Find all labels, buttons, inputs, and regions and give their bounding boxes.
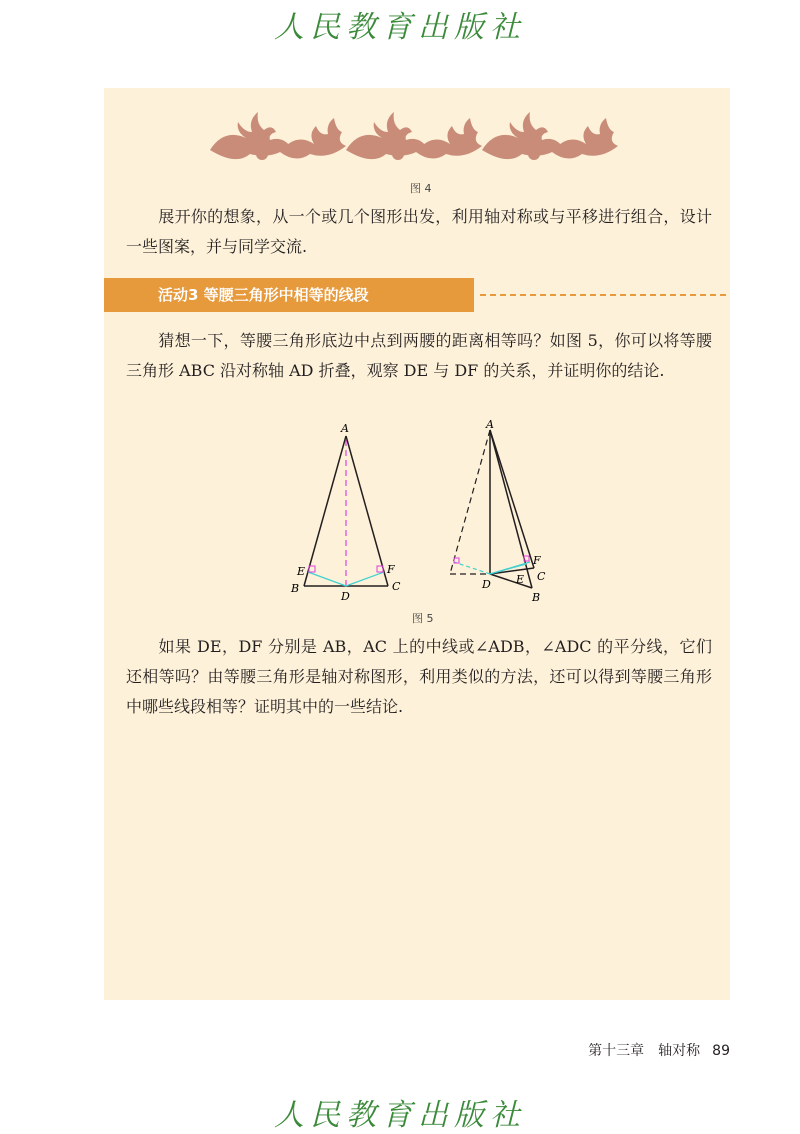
segment-de-prime <box>454 562 490 574</box>
figure4-caption: 图 4 <box>410 182 432 195</box>
figure4-ornament <box>210 108 626 164</box>
paragraph-design <box>126 202 712 262</box>
figure5 <box>104 418 730 608</box>
page-number: 89 <box>712 1043 730 1059</box>
label-f-right: F <box>533 554 541 567</box>
label-e: E <box>297 565 306 578</box>
footer-chapter: 第十三章 轴对称 <box>588 1043 701 1059</box>
label-f: F <box>387 563 395 576</box>
paragraph-design-text: 展开你的想象，从一个或几个图形出发，利用轴对称或与平移进行组合，设计一些图案，并与同学交流. <box>126 207 712 256</box>
label-a: A <box>341 422 349 435</box>
publisher-footer: 人民教育出版社 <box>274 1098 526 1133</box>
folded-side-ab <box>450 430 490 574</box>
paragraph-extension <box>126 632 712 722</box>
page-footer <box>560 1040 730 1060</box>
paragraph-extension-text: 如果 DE，DF 分别是 AB，AC 上的中线或∠ADB，∠ADC 的平分线，它们还相等吗？由等腰三角形是轴对称图形，利用类似的方法，还可以得到等腰三角形中哪些线段相等？证明其中的一些结论. <box>126 637 712 716</box>
label-a-right: A <box>486 418 494 431</box>
base-db <box>490 574 532 588</box>
side-ac-folded <box>490 430 534 568</box>
figure5-caption: 图 5 <box>412 612 434 625</box>
segment-de <box>308 572 346 586</box>
label-c-right: C <box>537 570 546 583</box>
label-e-right: E <box>516 573 525 586</box>
publisher-header: 人民教育出版社 <box>274 10 526 45</box>
segment-df <box>346 572 384 586</box>
activity-title: 活动3 等腰三角形中相等的线段 <box>158 286 369 304</box>
label-b-right: B <box>532 591 541 604</box>
side-ac <box>346 436 388 586</box>
content-panel <box>104 88 730 1000</box>
activity-dashed-rule <box>480 294 726 296</box>
label-d: D <box>341 590 350 603</box>
activity-banner <box>104 278 474 312</box>
figure5-right <box>450 418 546 604</box>
side-ab <box>304 436 346 586</box>
label-d-right: D <box>482 578 491 591</box>
figure5-left <box>290 422 401 603</box>
paragraph-conjecture <box>126 326 712 386</box>
label-c: C <box>392 580 401 593</box>
label-b: B <box>291 582 300 595</box>
paragraph-conjecture-text: 猜想一下，等腰三角形底边中点到两腰的距离相等吗？如图 5，你可以将等腰三角形 ABC 沿对称轴 AD 折叠，观察 DE 与 DF 的关系，并证明你的结论. <box>126 331 712 380</box>
